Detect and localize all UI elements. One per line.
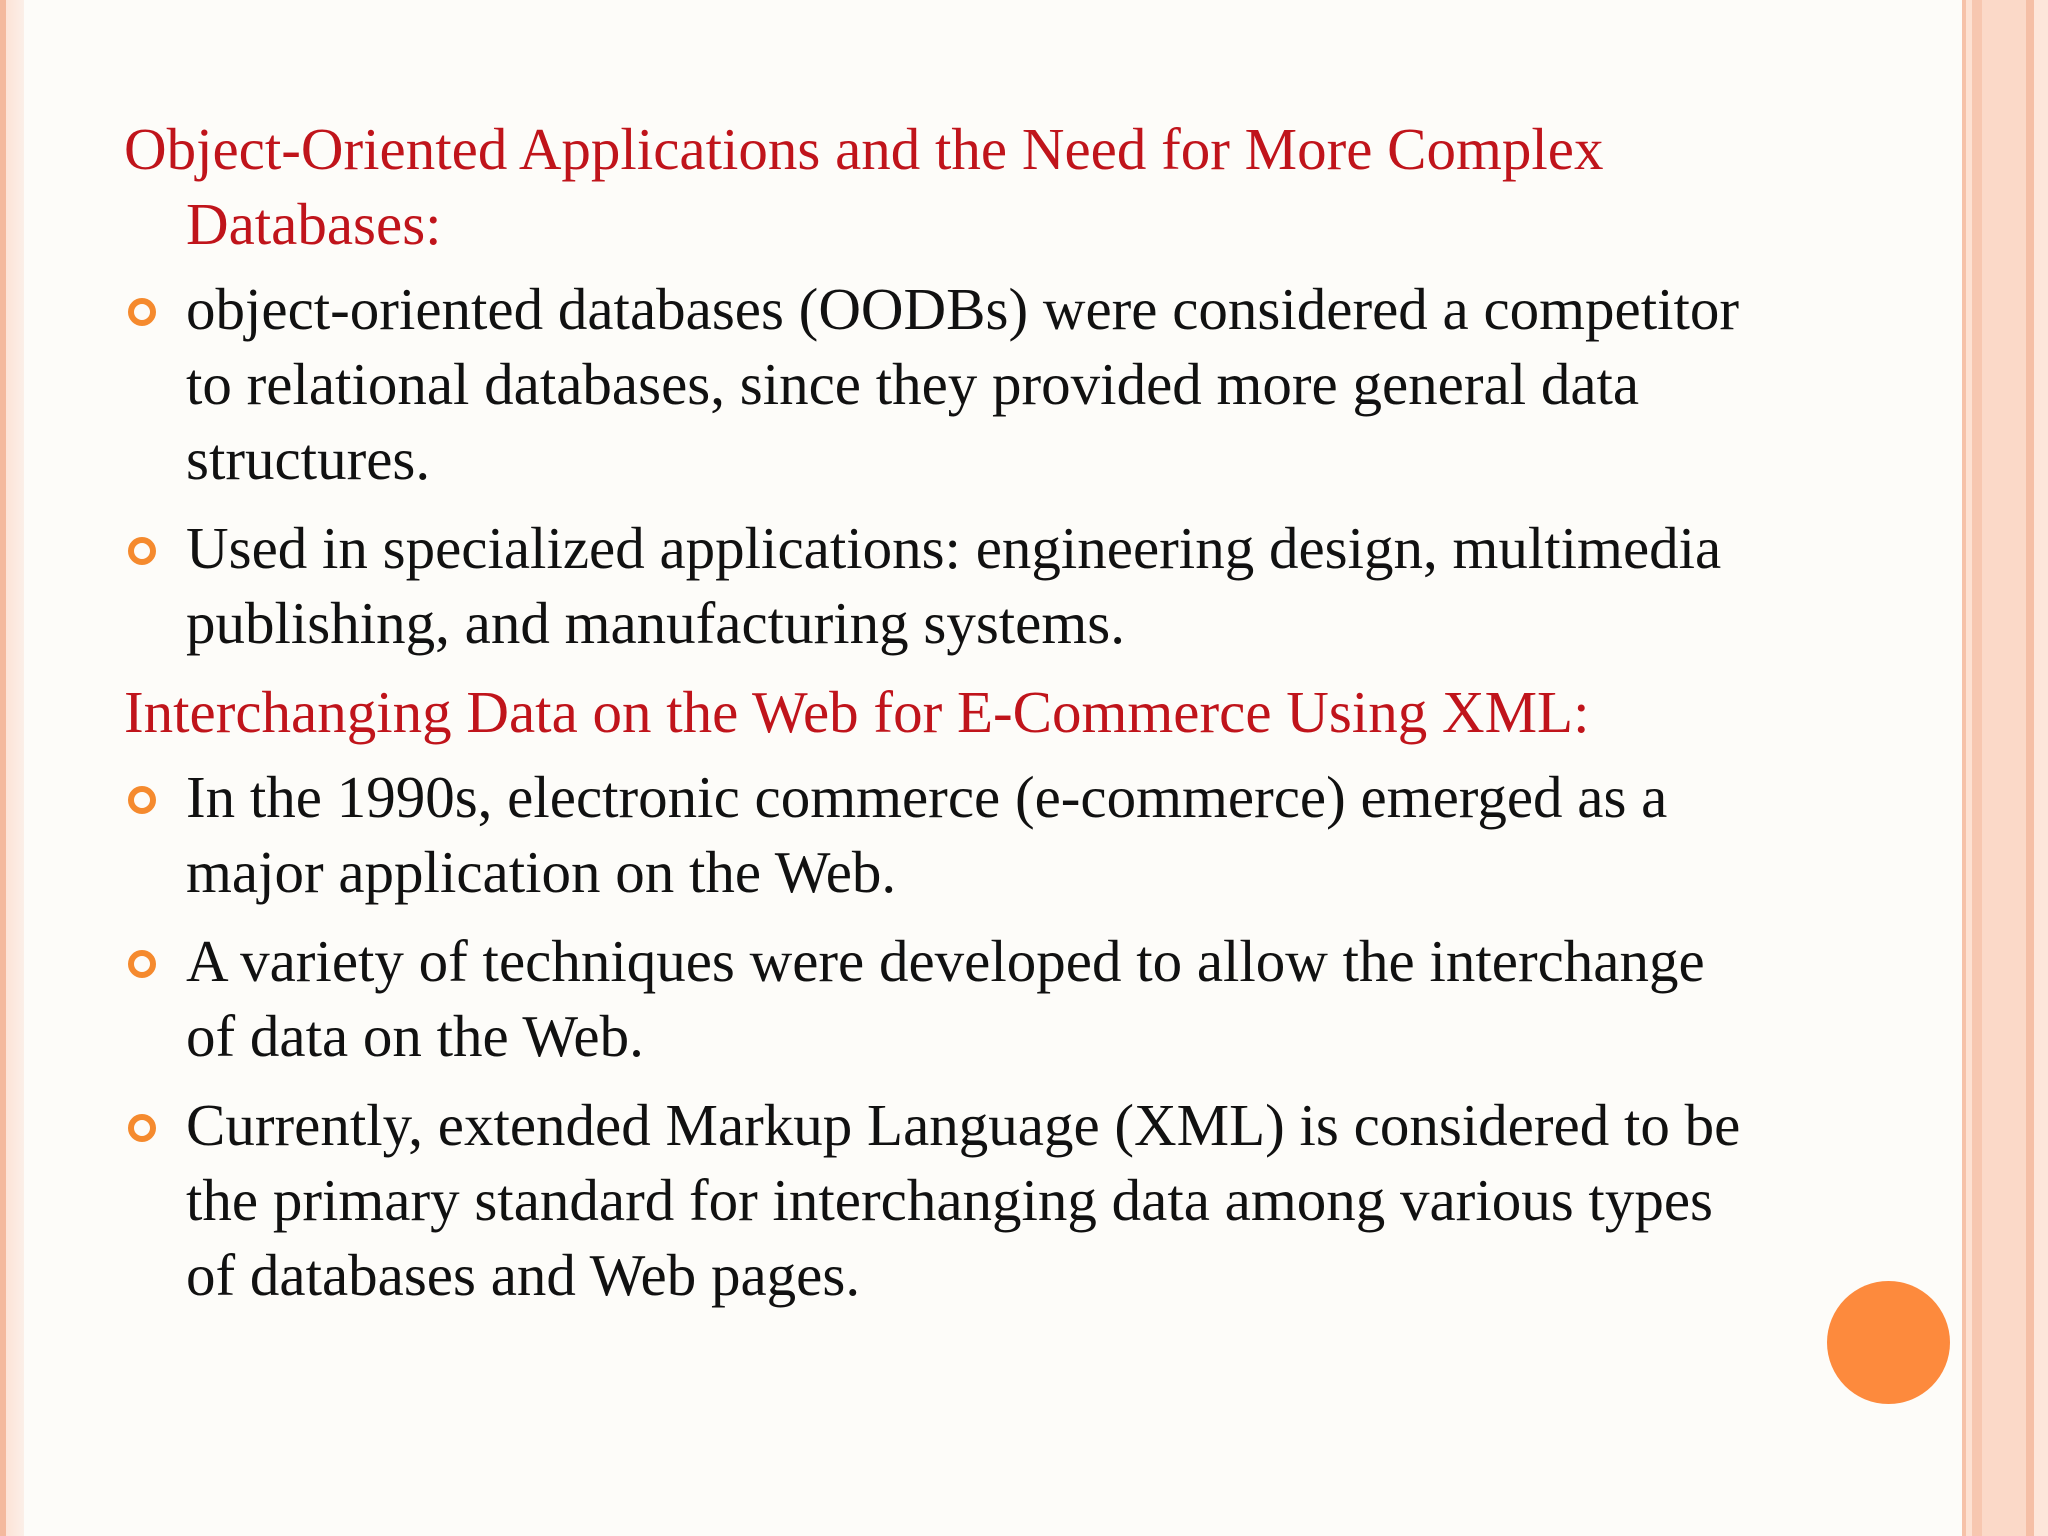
bullet-text: A variety of techniques were developed to allow the interchange of data on the Web.	[186, 928, 1705, 1069]
hollow-circle-icon	[128, 298, 156, 326]
hollow-circle-icon	[128, 1114, 156, 1142]
bullet-item	[124, 924, 1744, 1074]
hollow-circle-icon	[128, 537, 156, 565]
bullet-text: Used in specialized applications: engineering design, multimedia publishing, and manufacturing systems.	[186, 515, 1722, 656]
bullet-item	[124, 1088, 1744, 1313]
hollow-circle-icon	[128, 786, 156, 814]
hollow-circle-icon	[128, 950, 156, 978]
section-heading-oo: Object-Oriented Applications and the Need for More Complex Databases:	[124, 116, 1604, 257]
bullet-text: In the 1990s, electronic commerce (e-commerce) emerged as a major application on the Web.	[186, 764, 1668, 905]
bullet-item	[124, 272, 1744, 497]
section-heading-xml: Interchanging Data on the Web for E-Commerce Using XML:	[124, 679, 1590, 745]
bullet-item	[124, 511, 1744, 661]
slide-content	[124, 112, 1744, 1327]
bullet-text: object-oriented databases (OODBs) were considered a competitor to relational databases, since they provided more general data structures.	[186, 276, 1740, 492]
orange-circle-decoration	[1827, 1281, 1950, 1404]
bullet-text: Currently, extended Markup Language (XML) is considered to be the primary standard for interchanging data among various types of databases and Web pages.	[186, 1092, 1741, 1308]
bullet-item	[124, 760, 1744, 910]
right-border-decoration	[1966, 0, 2048, 1536]
left-border-decoration	[0, 0, 24, 1536]
